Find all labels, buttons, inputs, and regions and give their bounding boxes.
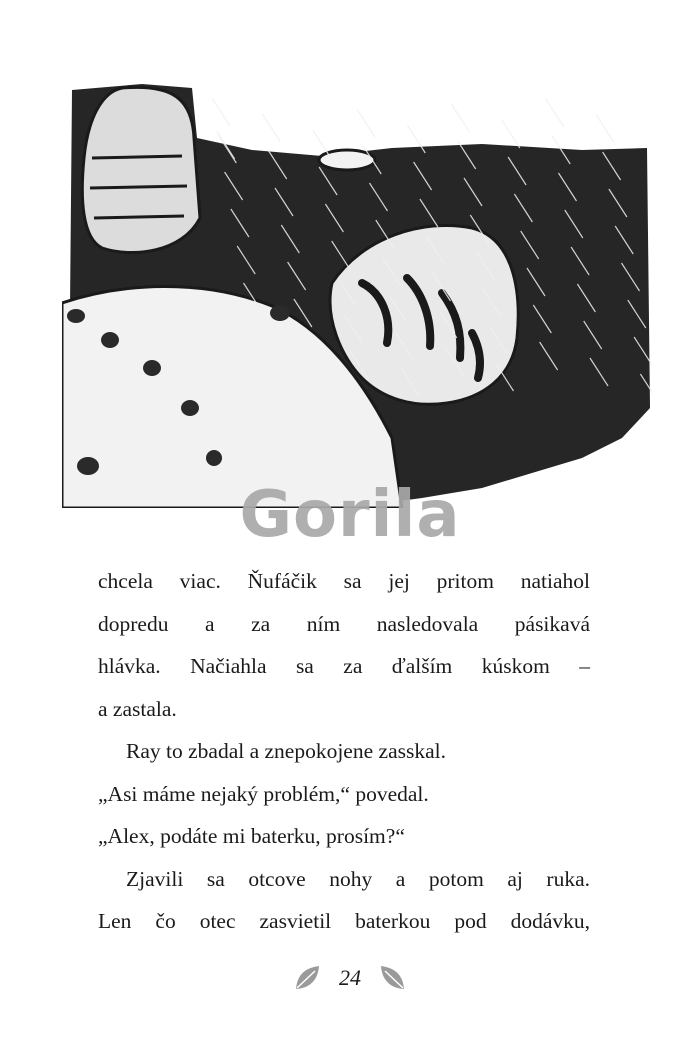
- text-line: Ray to zbadal a znepokojene zasskal.: [126, 739, 446, 763]
- text-line: Zjavili sa otcove nohy a potom aj ruka.: [126, 866, 590, 891]
- body-text: [98, 560, 590, 943]
- watermark-gorila: Gorila: [239, 478, 461, 552]
- text-line: Len čo otec zasvietil baterkou pod dodávku,: [98, 909, 590, 933]
- page-number: 24: [339, 965, 361, 990]
- illustration: [62, 78, 652, 508]
- text-line: a zastala.: [98, 696, 177, 721]
- leaf-icon: [293, 963, 323, 993]
- text-line: dopredu a za ním nasledovala pásikavá: [98, 611, 590, 636]
- page-footer: [0, 958, 700, 998]
- text-line: hlávka. Načiahla sa za ďalším kúskom –: [98, 654, 590, 678]
- leaf-icon: [377, 963, 407, 993]
- ink-drawing-image: [62, 78, 652, 508]
- text-line: chcela viac. Ňufáčik sa jej pritom natiahol: [98, 569, 590, 593]
- text-line: „Asi máme nejaký problém,“ povedal.: [98, 781, 429, 806]
- text-line: „Alex, podáte mi baterku, prosím?“: [98, 824, 405, 848]
